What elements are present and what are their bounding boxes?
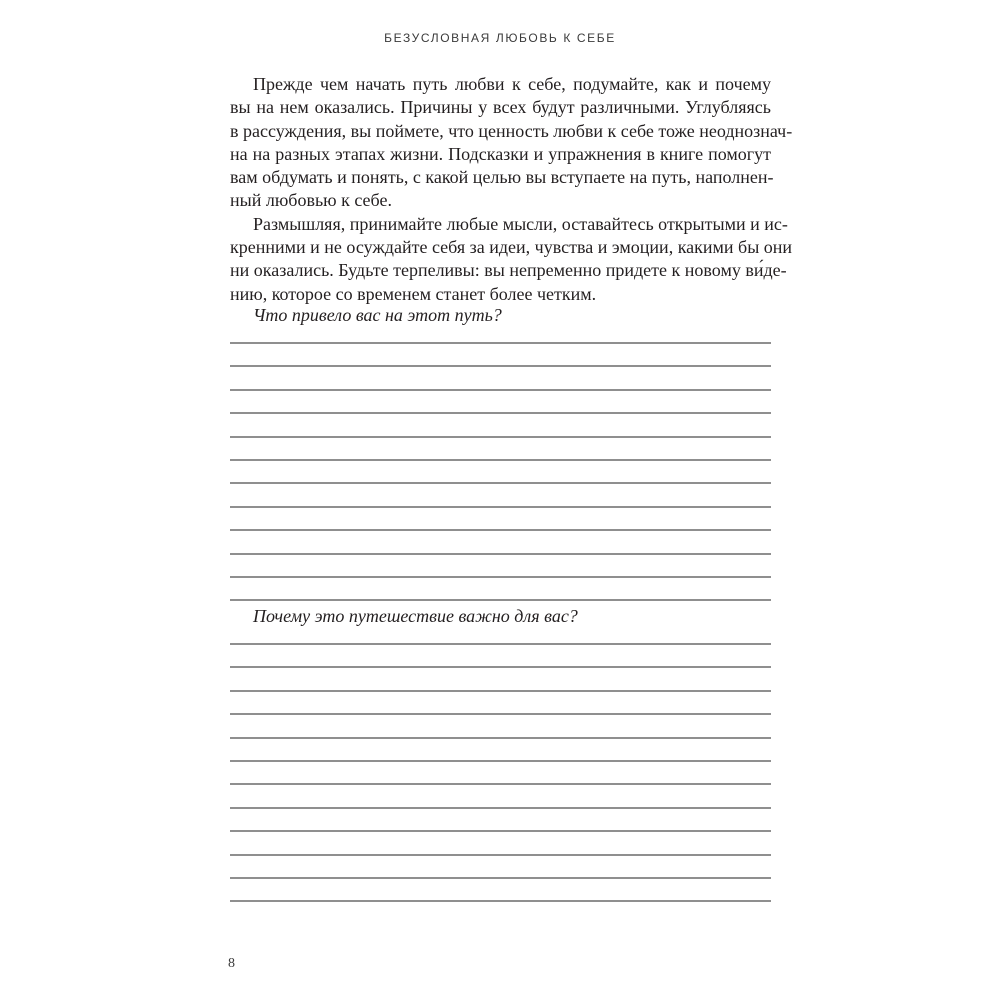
answer-line[interactable]: [230, 412, 771, 414]
answer-line[interactable]: [230, 713, 771, 715]
answer-line[interactable]: [230, 783, 771, 785]
answer-line[interactable]: [230, 760, 771, 762]
page-number: 8: [228, 956, 235, 971]
paragraph-line: Прежде чем начать путь любви к себе, подумайте, как и почему: [253, 74, 771, 94]
paragraph-line: вы на нем оказались. Причины у всех будут различными. Углубляясь: [230, 97, 771, 118]
answer-line[interactable]: [230, 807, 771, 809]
paragraph-line: ни оказались. Будьте терпеливы: вы непременно придете к новому ви́де-: [230, 260, 787, 281]
paragraph-line: кренними и не осуждайте себя за идеи, чувства и эмоции, какими бы они: [230, 237, 793, 258]
answer-line[interactable]: [230, 737, 771, 739]
answer-line[interactable]: [230, 482, 771, 484]
answer-line[interactable]: [230, 389, 771, 391]
running-header: БЕЗУСЛОВНАЯ ЛЮБОВЬ К СЕБЕ: [384, 31, 616, 45]
answer-line[interactable]: [230, 830, 771, 832]
paragraph-line: в рассуждения, вы поймете, что ценность любви к себе тоже неоднознач-: [230, 120, 793, 141]
answer-line[interactable]: [230, 506, 771, 508]
answer-line[interactable]: [230, 459, 771, 461]
answer-line[interactable]: [230, 365, 771, 367]
answer-line[interactable]: [230, 877, 771, 879]
answer-line[interactable]: [230, 342, 771, 344]
paragraph-line: Размышляя, принимайте любые мысли, оставайтесь открытыми и ис-: [253, 213, 788, 234]
question-2: Почему это путешествие важно для вас?: [253, 606, 578, 626]
answer-line[interactable]: [230, 553, 771, 555]
answer-line[interactable]: [230, 436, 771, 438]
answer-line[interactable]: [230, 666, 771, 668]
question-1: Что привело вас на этот путь?: [253, 305, 502, 325]
paragraph-line: нию, которое со временем станет более четким.: [230, 283, 597, 304]
answer-line[interactable]: [230, 854, 771, 856]
paragraph-line: вам обдумать и понять, с какой целью вы вступаете на путь, наполнен-: [230, 167, 774, 188]
answer-line[interactable]: [230, 599, 771, 601]
answer-line[interactable]: [230, 576, 771, 578]
answer-line[interactable]: [230, 690, 771, 692]
body-text: [230, 73, 793, 306]
answer-line[interactable]: [230, 529, 771, 531]
answer-line[interactable]: [230, 900, 771, 902]
paragraph-line: на на разных этапах жизни. Подсказки и упражнения в книге помогут: [230, 143, 771, 164]
answer-line[interactable]: [230, 643, 771, 645]
paragraph-line: ный любовью к себе.: [230, 190, 392, 211]
